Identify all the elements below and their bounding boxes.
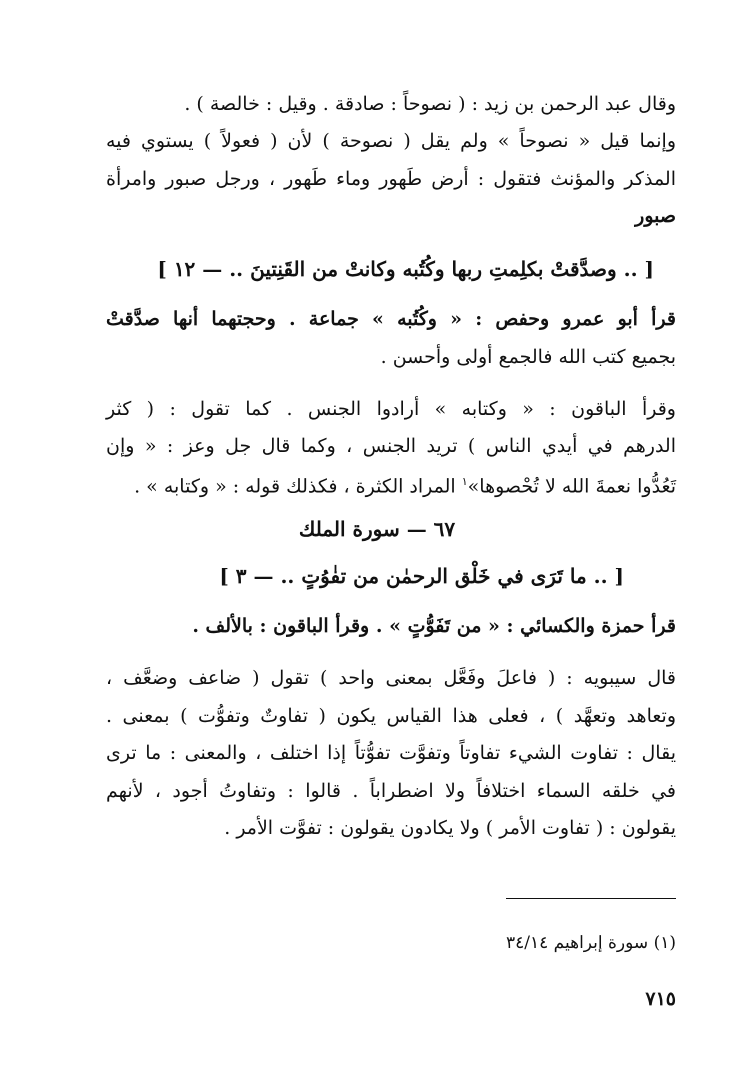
reading-line: قرأ أبو عمرو وحفص : « وكُتُبه » جماعة . وحجتهما أنها صدَّقتْ: [106, 308, 676, 330]
quran-quote: تَعُدُّوا نعمةَ الله لا تُحْصوها»: [467, 475, 676, 498]
paragraph-line: في خلقه السماء اختلافاً ولا اضطراباً . قالوا : وتفاوتُ أجود ، لأنهم: [106, 780, 676, 802]
footnote-marker: (١): [653, 933, 676, 953]
surah-name: سورة الملك: [298, 517, 400, 541]
paragraph-line: قال سيبويه : ( فاعلَ وفَعَّل بمعنى واحد ) تقول ( ضاعف وضعَّف ،: [106, 667, 676, 689]
reading-line: الدرهم في أيدي الناس ) تريد الجنس ، وكما قال جل وعز : « وإن: [106, 435, 676, 457]
reading-line: وقرأ الباقون : « وكتابه » أرادوا الجنس . كما تقول : ( كثر: [106, 398, 676, 420]
footnote: [506, 930, 676, 956]
paragraph-line: وإنما قيل « نصوحاً » ولم يقل ( نصوحة ) لأن ( فعولاً ) يستوي فيه: [106, 130, 676, 152]
reading-line: قرأ حمزة والكسائي : « من تَفَوُّتٍ » . وقرأ الباقون : بالألف .: [192, 615, 676, 637]
paragraph-line: صبور: [635, 205, 676, 227]
reading-line-end: المراد الكثرة ، فكذلك قوله : « وكتابه » .: [134, 475, 462, 498]
surah-heading: [0, 515, 754, 543]
paragraph-line: وقال عبد الرحمن بن زيد : ( نصوحاً : صادقة . وقيل : خالصة ) .: [184, 93, 676, 115]
footnote-text: سورة إبراهيم ٣٤/١٤: [505, 933, 649, 953]
surah-dash: —: [406, 517, 427, 541]
page-number: ٧١٥: [645, 988, 676, 1010]
paragraph-line: وتعاهد وتعهَّد ) ، فعلى هذا القياس يكون ( تفاوتٌ وتفوُّت ) بمعنى .: [106, 705, 676, 727]
reading-line-with-footnote: [106, 468, 676, 500]
footnote-reference[interactable]: ١: [461, 475, 468, 488]
paragraph-line: المذكر والمؤنث فتقول : أرض طَهور وماء طَهور ، ورجل صبور وامرأة: [106, 168, 676, 190]
footnote-divider: [506, 898, 676, 899]
paragraph-line: يقولون : ( تفاوت الأمر ) ولا يكادون يقولون : تفوَّت الأمر .: [224, 817, 676, 839]
quran-verse-heading: [ .. وصدَّقتْ بكلِمتِ ربها وكُتُبه وكانتْ من القَنِتينَ .. — ١٢ ]: [157, 257, 654, 281]
quran-verse-heading: [ .. ما تَرَى في خَلْق الرحمٰن من تفٰوُتٍ .. — ٣ ]: [219, 564, 624, 588]
surah-number: ٦٧: [433, 517, 456, 541]
reading-line: بجميع كتب الله فالجمع أولى وأحسن .: [380, 346, 676, 368]
paragraph-line: يقال : تفاوت الشيء تفاوتاً وتفوَّت تفوُّتاً إذا اختلف ، والمعنى : ما ترى: [106, 742, 676, 764]
